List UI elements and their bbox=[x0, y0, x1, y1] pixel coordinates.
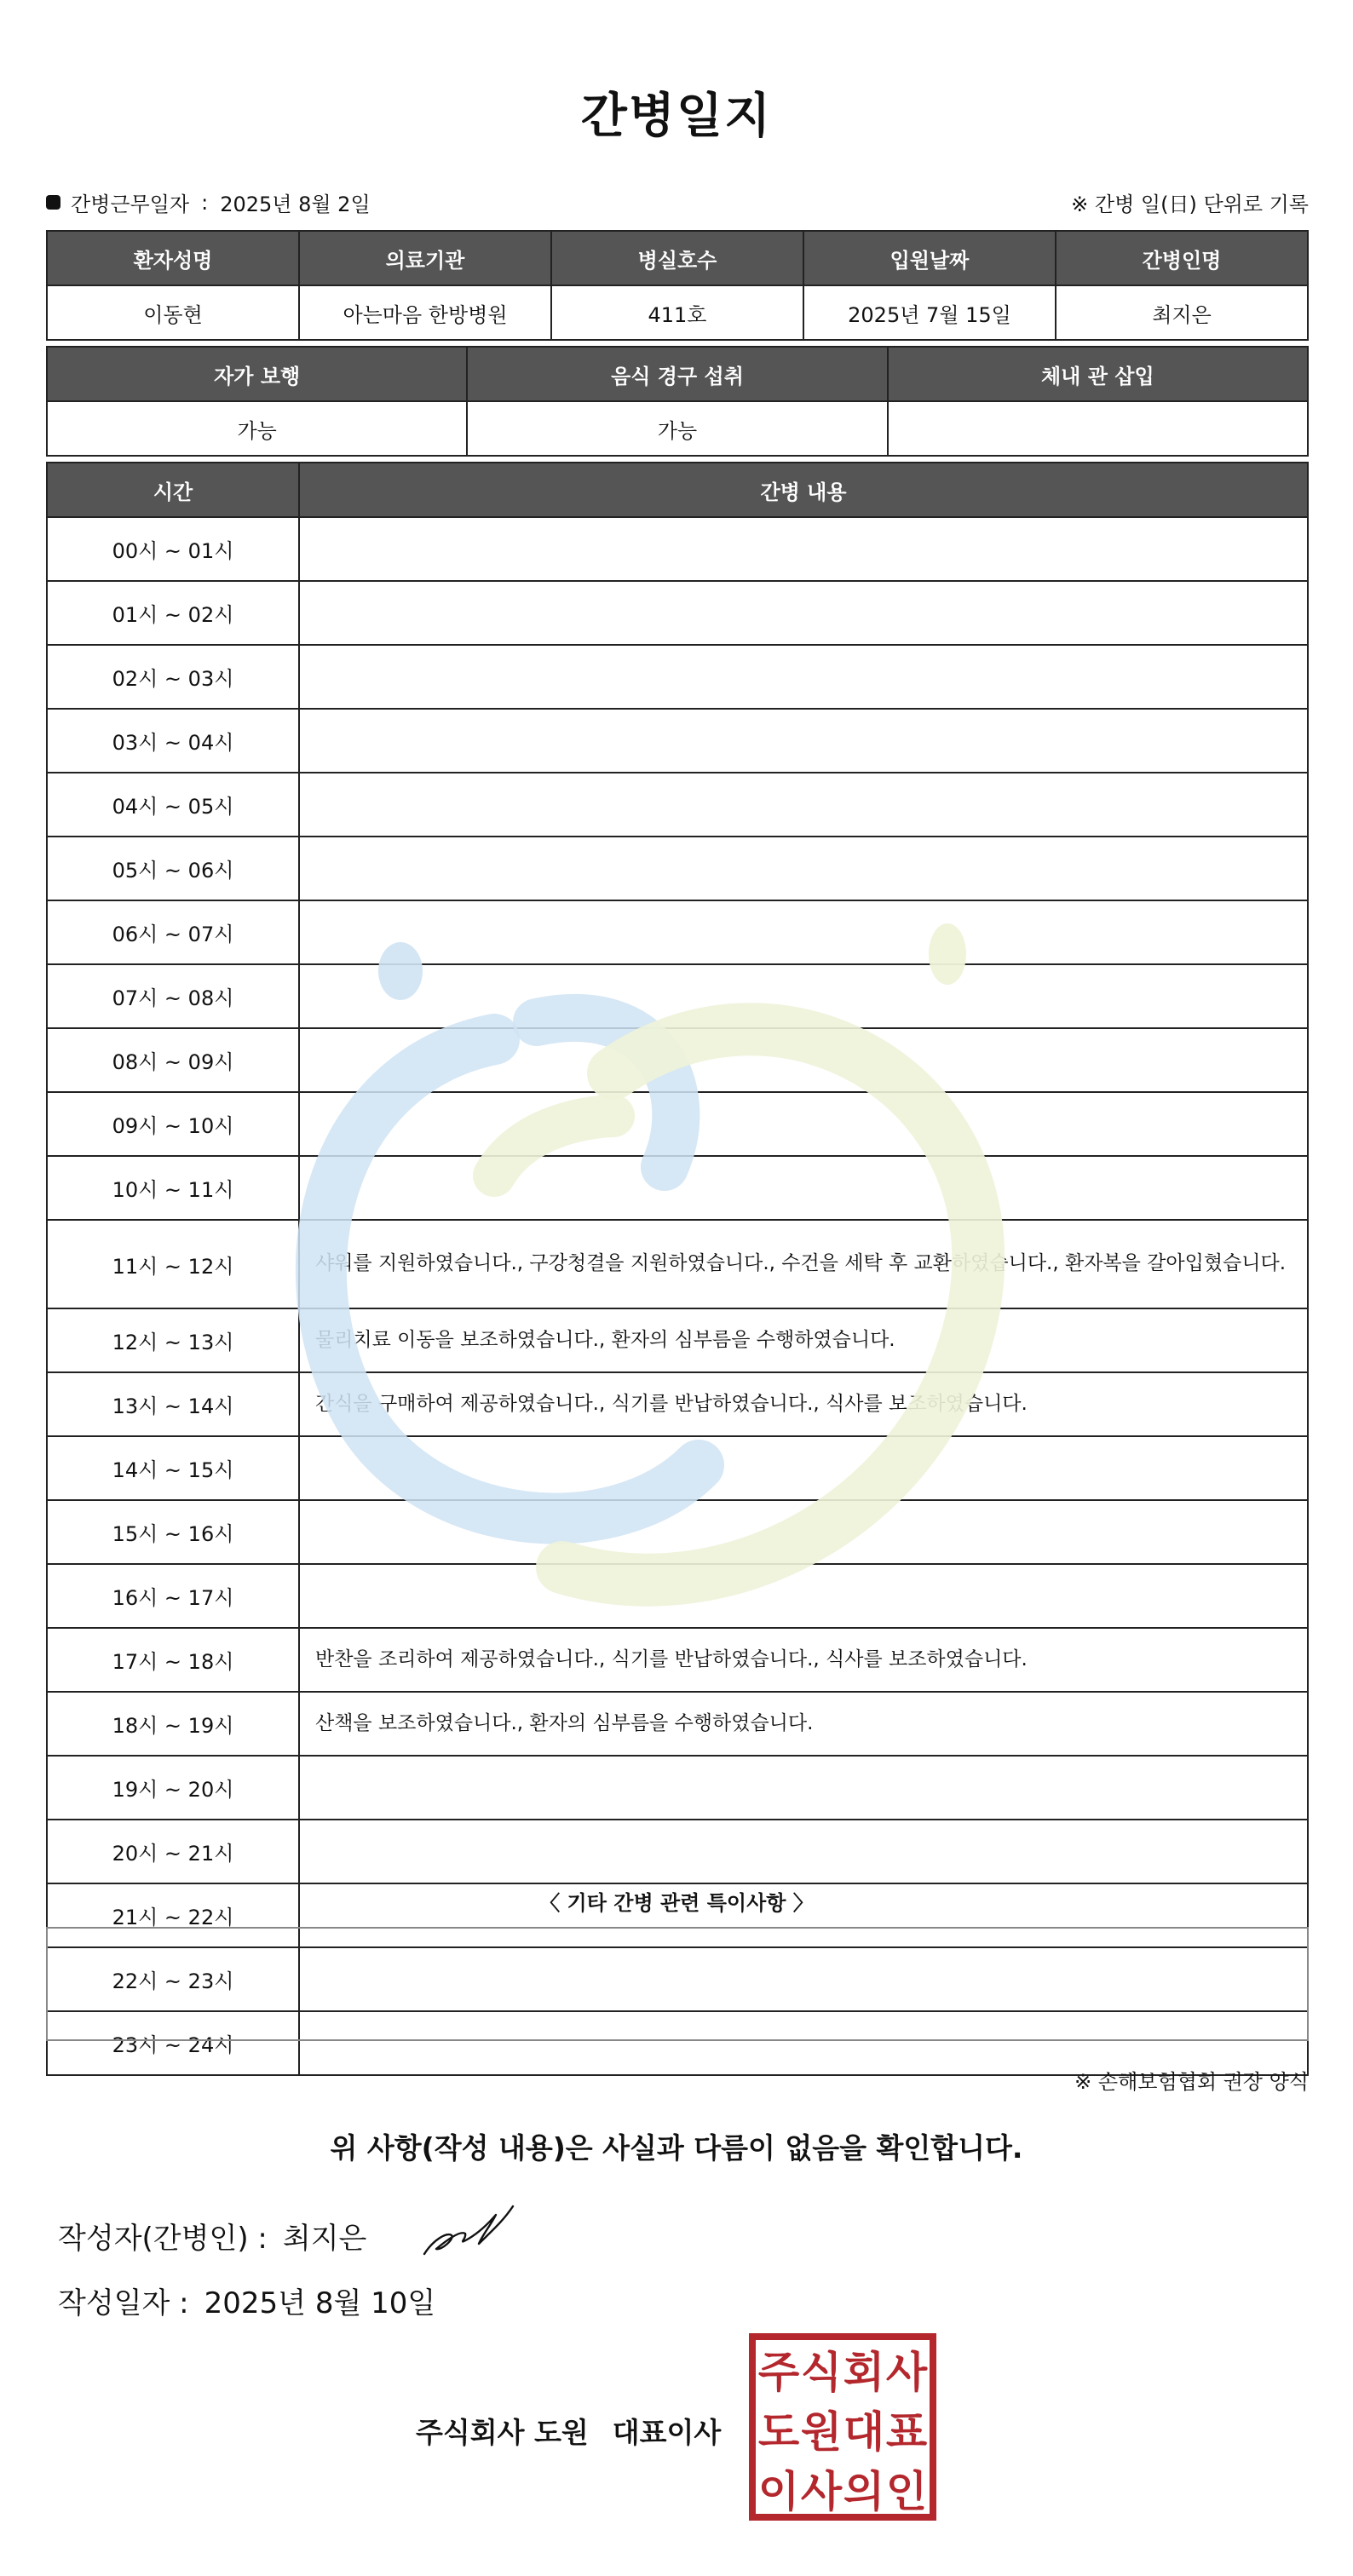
care-time-cell: 06시 ~ 07시 bbox=[47, 900, 299, 964]
written-date-line bbox=[58, 2280, 435, 2321]
header-self-walking: 자가 보행 bbox=[47, 347, 467, 401]
author-name: 최지은 bbox=[282, 2222, 367, 2256]
care-row bbox=[47, 1436, 1308, 1500]
work-date-separator: : bbox=[201, 190, 209, 215]
care-content-cell: 산책을 보조하였습니다., 환자의 심부름을 수행하였습니다. bbox=[299, 1692, 1308, 1756]
care-time-cell: 05시 ~ 06시 bbox=[47, 837, 299, 900]
care-row bbox=[47, 581, 1308, 645]
care-time-cell: 23시 ~ 24시 bbox=[47, 2011, 299, 2075]
care-content-cell bbox=[299, 1156, 1308, 1220]
care-time-cell: 00시 ~ 01시 bbox=[47, 517, 299, 581]
care-row bbox=[47, 1308, 1308, 1372]
care-content-cell bbox=[299, 709, 1308, 773]
care-content-cell bbox=[299, 1500, 1308, 1564]
care-time-cell: 18시 ~ 19시 bbox=[47, 1692, 299, 1756]
care-row bbox=[47, 709, 1308, 773]
recommended-form-note: ※ 손해보험협회 권장 양식 bbox=[1074, 2070, 1309, 2094]
svg-text:인: 인 bbox=[885, 2466, 928, 2516]
patient-name: 이동현 bbox=[47, 285, 299, 340]
care-content-cell bbox=[299, 900, 1308, 964]
record-unit-note: ※ 간병 일(日) 단위로 기록 bbox=[1071, 193, 1309, 216]
meta-row bbox=[46, 187, 1309, 221]
svg-text:이: 이 bbox=[757, 2466, 800, 2516]
svg-text:식: 식 bbox=[800, 2347, 843, 2397]
care-time-cell: 03시 ~ 04시 bbox=[47, 709, 299, 773]
care-time-cell: 16시 ~ 17시 bbox=[47, 1564, 299, 1628]
svg-text:주: 주 bbox=[757, 2347, 800, 2397]
care-time-cell: 20시 ~ 21시 bbox=[47, 1820, 299, 1883]
care-row bbox=[47, 837, 1308, 900]
header-care-content: 간병 내용 bbox=[299, 463, 1308, 517]
care-content-cell bbox=[299, 837, 1308, 900]
care-content-cell bbox=[299, 773, 1308, 837]
care-content-cell bbox=[299, 1092, 1308, 1156]
care-hourly-table bbox=[46, 462, 1309, 2076]
admission-date: 2025년 7월 15일 bbox=[803, 285, 1056, 340]
svg-text:원: 원 bbox=[800, 2406, 843, 2457]
care-time-cell: 11시 ~ 12시 bbox=[47, 1220, 299, 1308]
care-content-cell bbox=[299, 1820, 1308, 1883]
svg-text:사: 사 bbox=[800, 2466, 843, 2516]
care-time-cell: 15시 ~ 16시 bbox=[47, 1500, 299, 1564]
header-room-number: 병실호수 bbox=[551, 231, 803, 285]
header-tube-insertion: 체내 관 삽입 bbox=[888, 347, 1308, 401]
svg-text:사: 사 bbox=[885, 2347, 928, 2397]
care-time-cell: 19시 ~ 20시 bbox=[47, 1756, 299, 1820]
care-content-cell bbox=[299, 964, 1308, 1028]
care-time-cell: 07시 ~ 08시 bbox=[47, 964, 299, 1028]
care-content-cell: 간식을 구매하여 제공하였습니다., 식기를 반납하였습니다., 식사를 보조하였습니다. bbox=[299, 1372, 1308, 1436]
caregiver-name: 최지은 bbox=[1056, 285, 1308, 340]
header-patient-name: 환자성명 bbox=[47, 231, 299, 285]
hospital-name: 아는마음 한방병원 bbox=[299, 285, 551, 340]
patient-info-table bbox=[46, 230, 1309, 341]
special-notes-title: 〈 기타 간병 관련 특이사항 〉 bbox=[539, 1891, 814, 1915]
svg-text:대: 대 bbox=[843, 2406, 885, 2457]
care-row bbox=[47, 1372, 1308, 1436]
company-representative: 대표이사 bbox=[612, 2416, 722, 2449]
header-oral-intake: 음식 경구 섭취 bbox=[467, 347, 887, 401]
care-row bbox=[47, 1692, 1308, 1756]
care-time-cell: 14시 ~ 15시 bbox=[47, 1436, 299, 1500]
care-row bbox=[47, 1564, 1308, 1628]
care-time-cell: 01시 ~ 02시 bbox=[47, 581, 299, 645]
care-content-cell bbox=[299, 1028, 1308, 1092]
care-content-cell bbox=[299, 1564, 1308, 1628]
self-walking-value: 가능 bbox=[47, 401, 467, 456]
room-number: 411호 bbox=[551, 285, 803, 340]
work-date-field bbox=[46, 187, 371, 217]
care-time-cell: 09시 ~ 10시 bbox=[47, 1092, 299, 1156]
document-title: 간병일지 bbox=[580, 89, 773, 144]
care-content-cell: 물리치료 이동을 보조하였습니다., 환자의 심부름을 수행하였습니다. bbox=[299, 1308, 1308, 1372]
svg-text:의: 의 bbox=[843, 2466, 885, 2516]
care-time-cell: 21시 ~ 22시 bbox=[47, 1883, 299, 1947]
svg-text:도: 도 bbox=[757, 2406, 800, 2457]
author-line bbox=[58, 2215, 366, 2257]
company-name: 주식회사 도원 bbox=[416, 2416, 589, 2449]
care-row bbox=[47, 900, 1308, 964]
work-date-value: 2025년 8월 2일 bbox=[220, 193, 371, 216]
care-time-cell: 17시 ~ 18시 bbox=[47, 1628, 299, 1692]
svg-text:표: 표 bbox=[885, 2406, 928, 2457]
care-time-cell: 08시 ~ 09시 bbox=[47, 1028, 299, 1092]
care-content-cell bbox=[299, 517, 1308, 581]
work-date-label: 간병근무일자 bbox=[71, 193, 190, 216]
header-hospital: 의료기관 bbox=[299, 231, 551, 285]
care-row bbox=[47, 1028, 1308, 1092]
care-time-cell: 02시 ~ 03시 bbox=[47, 645, 299, 709]
company-seal-stamp bbox=[748, 2332, 937, 2521]
care-time-cell: 22시 ~ 23시 bbox=[47, 1947, 299, 2011]
care-row bbox=[47, 517, 1308, 581]
care-row bbox=[47, 1820, 1308, 1883]
care-row bbox=[47, 1156, 1308, 1220]
bullet-icon bbox=[46, 195, 60, 210]
company-line bbox=[416, 2411, 721, 2451]
care-content-cell bbox=[299, 645, 1308, 709]
care-row bbox=[47, 1500, 1308, 1564]
care-row bbox=[47, 1220, 1308, 1308]
oral-intake-value: 가능 bbox=[467, 401, 887, 456]
care-time-cell: 04시 ~ 05시 bbox=[47, 773, 299, 837]
care-content-cell: 샤워를 지원하였습니다., 구강청결을 지원하였습니다., 수건을 세탁 후 교환하였습니다., 환자복을 갈아입혔습니다. bbox=[299, 1220, 1308, 1308]
confirmation-statement: 위 사항(작성 내용)은 사실과 다름이 없음을 확인합니다. bbox=[330, 2131, 1023, 2165]
care-row bbox=[47, 1092, 1308, 1156]
patient-status-table bbox=[46, 346, 1309, 457]
care-row bbox=[47, 645, 1308, 709]
care-row bbox=[47, 1628, 1308, 1692]
written-date-label: 작성일자 : bbox=[58, 2286, 189, 2320]
header-time: 시간 bbox=[47, 463, 299, 517]
author-label: 작성자(간병인) : bbox=[58, 2222, 268, 2256]
care-content-cell bbox=[299, 1756, 1308, 1820]
care-content-cell bbox=[299, 581, 1308, 645]
header-caregiver-name: 간병인명 bbox=[1056, 231, 1308, 285]
care-time-cell: 10시 ~ 11시 bbox=[47, 1156, 299, 1220]
header-admission-date: 입원날짜 bbox=[803, 231, 1056, 285]
care-row bbox=[47, 964, 1308, 1028]
care-row bbox=[47, 1756, 1308, 1820]
care-content-cell: 반찬을 조리하여 제공하였습니다., 식기를 반납하였습니다., 식사를 보조하였습니다. bbox=[299, 1628, 1308, 1692]
written-date-value: 2025년 8월 10일 bbox=[204, 2286, 436, 2320]
svg-text:회: 회 bbox=[843, 2347, 885, 2397]
special-notes-box bbox=[46, 1927, 1309, 2041]
signature bbox=[417, 2196, 520, 2264]
care-row bbox=[47, 773, 1308, 837]
care-time-cell: 13시 ~ 14시 bbox=[47, 1372, 299, 1436]
care-content-cell bbox=[299, 1436, 1308, 1500]
care-time-cell: 12시 ~ 13시 bbox=[47, 1308, 299, 1372]
tube-insertion-value bbox=[888, 401, 1308, 456]
